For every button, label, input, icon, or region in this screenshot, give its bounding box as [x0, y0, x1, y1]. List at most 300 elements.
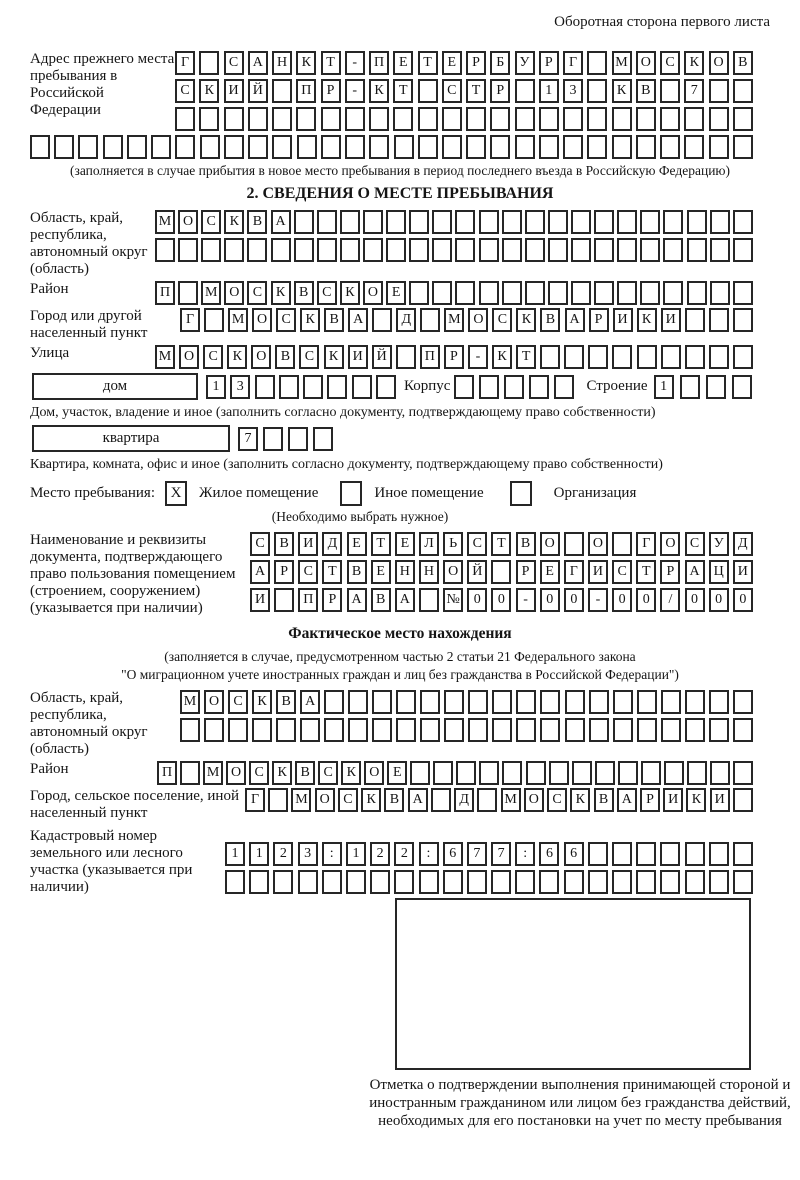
char-cell[interactable] [298, 870, 318, 894]
char-cell[interactable]: А [395, 588, 415, 612]
char-cell[interactable] [418, 79, 438, 103]
char-cell[interactable] [548, 210, 568, 234]
char-cell[interactable]: К [324, 345, 344, 369]
char-cell[interactable] [340, 210, 360, 234]
char-cell[interactable] [684, 135, 704, 159]
char-cell[interactable] [617, 210, 637, 234]
char-cell[interactable] [432, 210, 452, 234]
char-cell[interactable] [456, 761, 476, 785]
char-cell[interactable]: О [636, 51, 656, 75]
char-cell[interactable]: В [276, 690, 296, 714]
char-cell[interactable]: А [348, 308, 368, 332]
char-cell[interactable] [492, 718, 512, 742]
char-cell[interactable] [268, 788, 288, 812]
char-cell[interactable]: Т [393, 79, 413, 103]
char-cell[interactable] [612, 842, 632, 866]
char-cell[interactable]: К [637, 308, 657, 332]
char-cell[interactable]: : [419, 842, 439, 866]
char-cell[interactable] [636, 842, 656, 866]
char-cell[interactable]: В [324, 308, 344, 332]
char-cell[interactable]: В [540, 308, 560, 332]
char-cell[interactable] [563, 107, 583, 131]
char-cell[interactable] [492, 690, 512, 714]
char-cell[interactable] [564, 532, 584, 556]
char-cell[interactable] [224, 107, 244, 131]
char-cell[interactable] [709, 308, 729, 332]
char-cell[interactable]: С [203, 345, 223, 369]
char-cell[interactable] [479, 761, 499, 785]
char-cell[interactable]: Р [539, 51, 559, 75]
char-cell[interactable]: 3 [230, 375, 250, 399]
char-cell[interactable] [564, 870, 584, 894]
char-cell[interactable]: 1 [249, 842, 269, 866]
char-cell[interactable] [663, 281, 683, 305]
char-cell[interactable] [660, 107, 680, 131]
char-cell[interactable]: - [345, 79, 365, 103]
char-cell[interactable] [733, 135, 753, 159]
char-cell[interactable] [594, 210, 614, 234]
char-cell[interactable] [661, 690, 681, 714]
char-cell[interactable]: О [179, 345, 199, 369]
char-cell[interactable]: К [492, 345, 512, 369]
char-cell[interactable] [589, 718, 609, 742]
char-cell[interactable]: И [298, 532, 318, 556]
char-cell[interactable] [363, 238, 383, 262]
char-cell[interactable] [660, 79, 680, 103]
char-cell[interactable] [588, 345, 608, 369]
char-cell[interactable] [199, 107, 219, 131]
char-cell[interactable] [345, 135, 365, 159]
char-cell[interactable]: С [612, 560, 632, 584]
char-cell[interactable] [386, 210, 406, 234]
char-cell[interactable]: К [271, 281, 291, 305]
char-cell[interactable] [637, 345, 657, 369]
char-cell[interactable] [432, 238, 452, 262]
char-cell[interactable] [420, 308, 440, 332]
char-cell[interactable]: М [180, 690, 200, 714]
char-cell[interactable] [433, 761, 453, 785]
char-cell[interactable] [685, 308, 705, 332]
char-cell[interactable] [613, 690, 633, 714]
char-cell[interactable]: К [199, 79, 219, 103]
char-cell[interactable]: К [369, 79, 389, 103]
char-cell[interactable]: С [318, 761, 338, 785]
char-cell[interactable]: Т [516, 345, 536, 369]
char-cell[interactable] [687, 281, 707, 305]
char-cell[interactable] [502, 210, 522, 234]
char-cell[interactable]: - [468, 345, 488, 369]
char-cell[interactable] [733, 281, 753, 305]
char-cell[interactable]: М [201, 281, 221, 305]
char-cell[interactable] [618, 761, 638, 785]
char-cell[interactable] [322, 870, 342, 894]
char-cell[interactable] [419, 870, 439, 894]
char-cell[interactable] [199, 51, 219, 75]
char-cell[interactable]: У [515, 51, 535, 75]
char-cell[interactable] [297, 135, 317, 159]
char-cell[interactable]: С [276, 308, 296, 332]
char-cell[interactable] [386, 238, 406, 262]
char-cell[interactable] [348, 690, 368, 714]
char-cell[interactable] [273, 870, 293, 894]
char-cell[interactable] [685, 718, 705, 742]
char-cell[interactable] [685, 870, 705, 894]
house-type-box[interactable]: дом [32, 373, 198, 400]
char-cell[interactable]: Е [387, 761, 407, 785]
char-cell[interactable]: В [347, 560, 367, 584]
char-cell[interactable]: 7 [684, 79, 704, 103]
char-cell[interactable]: О [204, 690, 224, 714]
char-cell[interactable] [636, 135, 656, 159]
char-cell[interactable] [296, 107, 316, 131]
char-cell[interactable] [660, 135, 680, 159]
char-cell[interactable]: П [369, 51, 389, 75]
char-cell[interactable]: Й [372, 345, 392, 369]
char-cell[interactable] [317, 238, 337, 262]
char-cell[interactable] [479, 375, 499, 399]
char-cell[interactable] [491, 870, 511, 894]
char-cell[interactable]: И [348, 345, 368, 369]
char-cell[interactable]: Й [467, 560, 487, 584]
char-cell[interactable] [324, 718, 344, 742]
char-cell[interactable]: : [515, 842, 535, 866]
char-cell[interactable]: Т [371, 532, 391, 556]
char-cell[interactable]: Р [321, 79, 341, 103]
char-cell[interactable] [733, 79, 753, 103]
char-cell[interactable] [490, 135, 510, 159]
char-cell[interactable]: Ь [443, 532, 463, 556]
char-cell[interactable] [733, 788, 753, 812]
char-cell[interactable]: 0 [467, 588, 487, 612]
char-cell[interactable] [612, 345, 632, 369]
char-cell[interactable]: Н [272, 51, 292, 75]
char-cell[interactable] [571, 238, 591, 262]
char-cell[interactable]: 1 [654, 375, 674, 399]
char-cell[interactable]: Е [393, 51, 413, 75]
char-cell[interactable]: С [467, 532, 487, 556]
char-cell[interactable] [685, 842, 705, 866]
char-cell[interactable]: М [612, 51, 632, 75]
char-cell[interactable] [300, 718, 320, 742]
char-cell[interactable] [303, 375, 323, 399]
char-cell[interactable] [175, 107, 195, 131]
char-cell[interactable] [548, 281, 568, 305]
char-cell[interactable] [288, 427, 308, 451]
char-cell[interactable] [515, 135, 535, 159]
char-cell[interactable]: К [340, 281, 360, 305]
char-cell[interactable] [468, 718, 488, 742]
char-cell[interactable] [680, 375, 700, 399]
char-cell[interactable]: П [420, 345, 440, 369]
char-cell[interactable] [587, 107, 607, 131]
char-cell[interactable] [225, 870, 245, 894]
char-cell[interactable]: П [157, 761, 177, 785]
char-cell[interactable] [595, 761, 615, 785]
char-cell[interactable] [540, 690, 560, 714]
char-cell[interactable]: К [341, 761, 361, 785]
char-cell[interactable]: Е [347, 532, 367, 556]
char-cell[interactable]: Г [563, 51, 583, 75]
char-cell[interactable] [733, 308, 753, 332]
char-cell[interactable] [710, 281, 730, 305]
char-cell[interactable] [345, 107, 365, 131]
char-cell[interactable]: - [345, 51, 365, 75]
char-cell[interactable] [313, 427, 333, 451]
char-cell[interactable] [418, 135, 438, 159]
char-cell[interactable] [255, 375, 275, 399]
char-cell[interactable] [709, 842, 729, 866]
char-cell[interactable]: В [247, 210, 267, 234]
char-cell[interactable]: 3 [563, 79, 583, 103]
char-cell[interactable]: Р [589, 308, 609, 332]
char-cell[interactable] [409, 210, 429, 234]
char-cell[interactable]: С [685, 532, 705, 556]
char-cell[interactable] [327, 375, 347, 399]
char-cell[interactable]: С [224, 51, 244, 75]
char-cell[interactable]: Г [564, 560, 584, 584]
char-cell[interactable]: 3 [298, 842, 318, 866]
char-cell[interactable] [369, 135, 389, 159]
char-cell[interactable]: А [300, 690, 320, 714]
char-cell[interactable]: Р [490, 79, 510, 103]
char-cell[interactable] [394, 870, 414, 894]
char-cell[interactable] [248, 107, 268, 131]
char-cell[interactable]: Т [322, 560, 342, 584]
char-cell[interactable]: - [516, 588, 536, 612]
char-cell[interactable]: П [155, 281, 175, 305]
char-cell[interactable] [466, 107, 486, 131]
char-cell[interactable] [525, 281, 545, 305]
char-cell[interactable]: 0 [540, 588, 560, 612]
char-cell[interactable] [409, 281, 429, 305]
char-cell[interactable] [420, 690, 440, 714]
char-cell[interactable] [612, 107, 632, 131]
char-cell[interactable]: А [685, 560, 705, 584]
char-cell[interactable]: О [364, 761, 384, 785]
char-cell[interactable]: И [733, 560, 753, 584]
char-cell[interactable] [340, 238, 360, 262]
char-cell[interactable] [613, 718, 633, 742]
char-cell[interactable] [294, 210, 314, 234]
char-cell[interactable]: 7 [467, 842, 487, 866]
char-cell[interactable] [640, 238, 660, 262]
char-cell[interactable] [103, 135, 123, 159]
char-cell[interactable] [228, 718, 248, 742]
char-cell[interactable]: О [468, 308, 488, 332]
char-cell[interactable] [468, 690, 488, 714]
char-cell[interactable]: К [227, 345, 247, 369]
char-cell[interactable] [565, 690, 585, 714]
char-cell[interactable]: В [275, 345, 295, 369]
char-cell[interactable] [687, 761, 707, 785]
char-cell[interactable]: Л [419, 532, 439, 556]
char-cell[interactable]: Д [733, 532, 753, 556]
char-cell[interactable] [420, 718, 440, 742]
char-cell[interactable] [477, 788, 497, 812]
char-cell[interactable] [636, 107, 656, 131]
char-cell[interactable] [252, 718, 272, 742]
char-cell[interactable] [563, 135, 583, 159]
char-cell[interactable] [432, 281, 452, 305]
char-cell[interactable] [661, 718, 681, 742]
char-cell[interactable] [636, 870, 656, 894]
char-cell[interactable]: К [296, 51, 316, 75]
char-cell[interactable]: С [338, 788, 358, 812]
char-cell[interactable]: А [271, 210, 291, 234]
char-cell[interactable] [515, 870, 535, 894]
char-cell[interactable] [539, 107, 559, 131]
char-cell[interactable]: Р [274, 560, 294, 584]
char-cell[interactable]: О [540, 532, 560, 556]
char-cell[interactable]: И [224, 79, 244, 103]
char-cell[interactable]: С [228, 690, 248, 714]
char-cell[interactable] [224, 238, 244, 262]
char-cell[interactable]: 2 [273, 842, 293, 866]
char-cell[interactable]: О [251, 345, 271, 369]
char-cell[interactable] [419, 588, 439, 612]
char-cell[interactable] [685, 690, 705, 714]
char-cell[interactable]: И [588, 560, 608, 584]
char-cell[interactable]: Т [466, 79, 486, 103]
char-cell[interactable] [587, 51, 607, 75]
char-cell[interactable] [687, 238, 707, 262]
char-cell[interactable] [549, 761, 569, 785]
char-cell[interactable] [178, 281, 198, 305]
char-cell[interactable]: Н [395, 560, 415, 584]
char-cell[interactable] [455, 281, 475, 305]
char-cell[interactable]: Е [371, 560, 391, 584]
char-cell[interactable] [515, 79, 535, 103]
char-cell[interactable]: 0 [491, 588, 511, 612]
char-cell[interactable]: С [442, 79, 462, 103]
char-cell[interactable] [587, 79, 607, 103]
char-cell[interactable]: Б [490, 51, 510, 75]
char-cell[interactable] [317, 210, 337, 234]
char-cell[interactable] [294, 238, 314, 262]
char-cell[interactable] [732, 375, 752, 399]
char-cell[interactable] [660, 870, 680, 894]
char-cell[interactable]: М [444, 308, 464, 332]
char-cell[interactable] [710, 238, 730, 262]
char-cell[interactable] [565, 718, 585, 742]
char-cell[interactable] [685, 345, 705, 369]
char-cell[interactable] [321, 107, 341, 131]
char-cell[interactable] [525, 210, 545, 234]
char-cell[interactable]: Е [540, 560, 560, 584]
char-cell[interactable]: П [296, 79, 316, 103]
char-cell[interactable]: Т [418, 51, 438, 75]
char-cell[interactable]: 1 [225, 842, 245, 866]
char-cell[interactable] [204, 718, 224, 742]
char-cell[interactable] [454, 375, 474, 399]
char-cell[interactable]: С [201, 210, 221, 234]
char-cell[interactable] [455, 210, 475, 234]
char-cell[interactable] [249, 870, 269, 894]
char-cell[interactable] [594, 281, 614, 305]
char-cell[interactable]: В [371, 588, 391, 612]
char-cell[interactable] [272, 107, 292, 131]
char-cell[interactable] [539, 870, 559, 894]
char-cell[interactable]: А [617, 788, 637, 812]
char-cell[interactable]: О [588, 532, 608, 556]
char-cell[interactable] [588, 842, 608, 866]
char-cell[interactable] [687, 210, 707, 234]
char-cell[interactable]: Й [248, 79, 268, 103]
char-cell[interactable]: М [291, 788, 311, 812]
char-cell[interactable]: К [684, 51, 704, 75]
char-cell[interactable] [612, 870, 632, 894]
char-cell[interactable] [733, 210, 753, 234]
char-cell[interactable]: Р [444, 345, 464, 369]
char-cell[interactable]: В [594, 788, 614, 812]
char-cell[interactable] [564, 345, 584, 369]
char-cell[interactable] [321, 135, 341, 159]
char-cell[interactable]: - [588, 588, 608, 612]
char-cell[interactable] [127, 135, 147, 159]
char-cell[interactable] [396, 345, 416, 369]
char-cell[interactable]: С [298, 560, 318, 584]
char-cell[interactable]: А [250, 560, 270, 584]
char-cell[interactable]: О [178, 210, 198, 234]
char-cell[interactable] [396, 718, 416, 742]
char-cell[interactable]: К [361, 788, 381, 812]
char-cell[interactable]: В [294, 281, 314, 305]
char-cell[interactable]: С [250, 532, 270, 556]
stay-option-organization-checkbox[interactable] [510, 481, 532, 506]
char-cell[interactable]: К [300, 308, 320, 332]
char-cell[interactable] [710, 210, 730, 234]
char-cell[interactable] [502, 238, 522, 262]
char-cell[interactable] [479, 238, 499, 262]
char-cell[interactable]: 2 [394, 842, 414, 866]
char-cell[interactable] [709, 690, 729, 714]
char-cell[interactable]: Ц [709, 560, 729, 584]
char-cell[interactable]: С [299, 345, 319, 369]
char-cell[interactable]: Т [491, 532, 511, 556]
char-cell[interactable]: Е [386, 281, 406, 305]
char-cell[interactable]: О [660, 532, 680, 556]
char-cell[interactable]: М [203, 761, 223, 785]
char-cell[interactable]: Т [321, 51, 341, 75]
char-cell[interactable] [617, 281, 637, 305]
char-cell[interactable]: К [686, 788, 706, 812]
char-cell[interactable] [276, 718, 296, 742]
char-cell[interactable] [637, 690, 657, 714]
char-cell[interactable]: И [663, 788, 683, 812]
char-cell[interactable] [571, 210, 591, 234]
char-cell[interactable]: С [547, 788, 567, 812]
char-cell[interactable] [324, 690, 344, 714]
char-cell[interactable] [204, 308, 224, 332]
char-cell[interactable] [709, 345, 729, 369]
char-cell[interactable]: Р [660, 560, 680, 584]
char-cell[interactable]: А [347, 588, 367, 612]
char-cell[interactable]: К [252, 690, 272, 714]
char-cell[interactable] [175, 135, 195, 159]
char-cell[interactable] [709, 107, 729, 131]
char-cell[interactable] [502, 281, 522, 305]
apartment-type-box[interactable]: квартира [32, 425, 230, 452]
char-cell[interactable]: В [274, 532, 294, 556]
char-cell[interactable] [733, 107, 753, 131]
char-cell[interactable] [418, 107, 438, 131]
char-cell[interactable]: 6 [539, 842, 559, 866]
char-cell[interactable] [540, 345, 560, 369]
char-cell[interactable]: В [384, 788, 404, 812]
char-cell[interactable]: И [661, 308, 681, 332]
char-cell[interactable] [180, 718, 200, 742]
char-cell[interactable] [271, 238, 291, 262]
